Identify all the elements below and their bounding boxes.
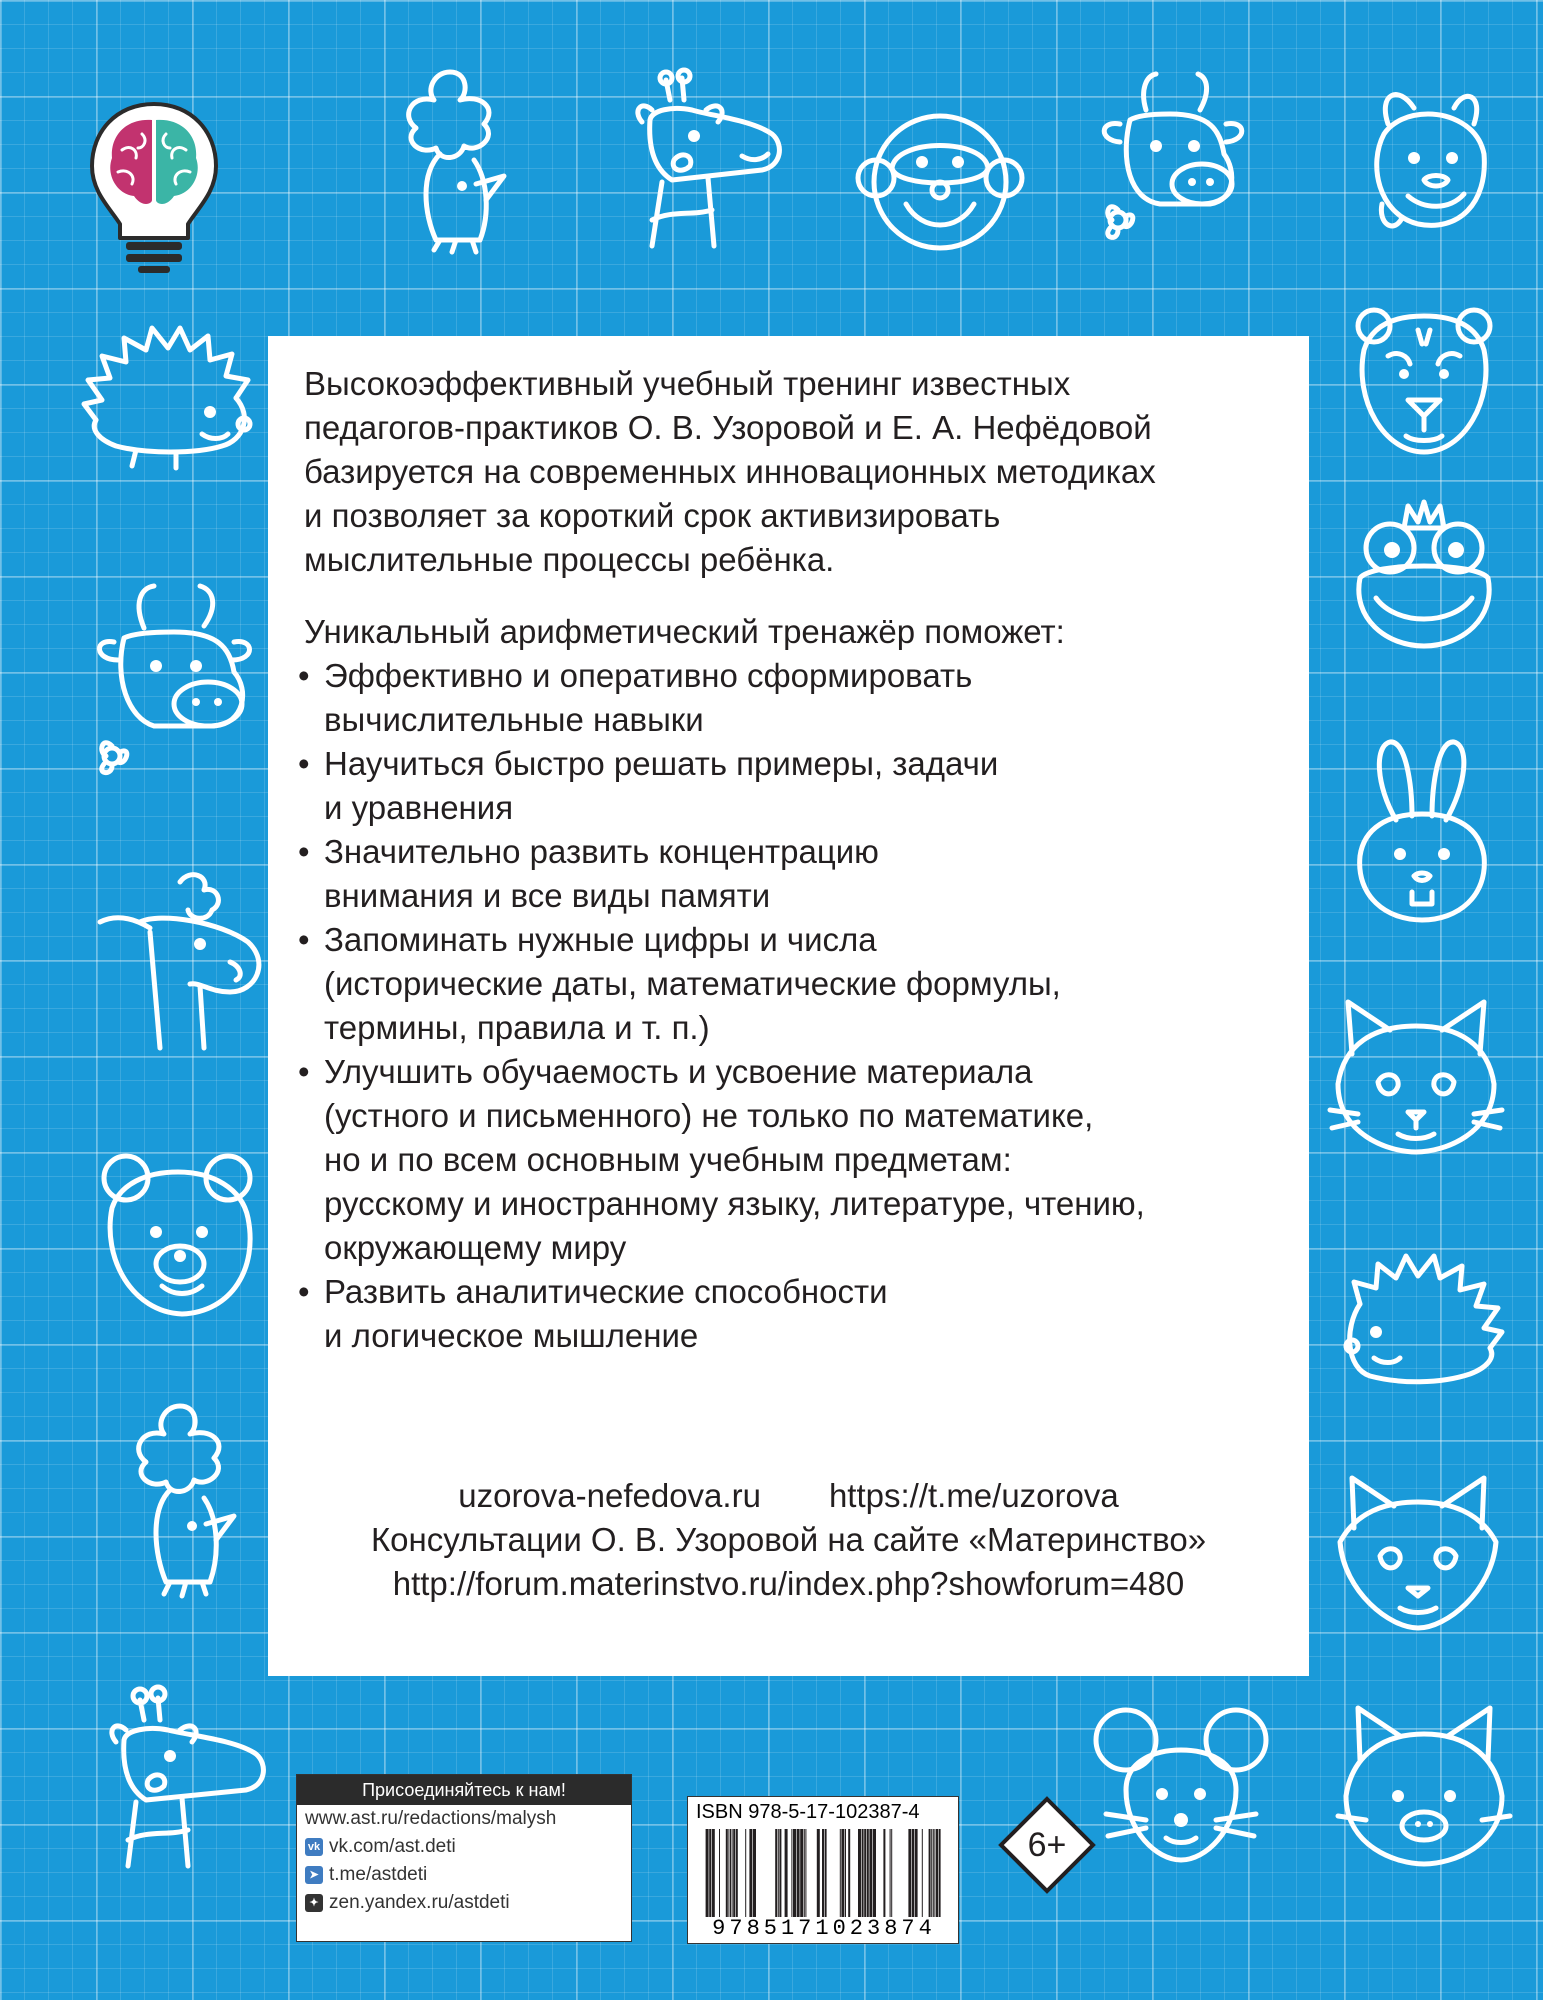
cat-doodle-bottom xyxy=(1336,1700,1512,1870)
tiger-doodle xyxy=(1348,300,1500,460)
forum-link[interactable]: http://forum.materinstvo.ru/index.php?showforum=480 xyxy=(392,1565,1185,1602)
intro-line: мыслительные процессы ребёнка. xyxy=(304,541,835,578)
social-row-vk[interactable] xyxy=(297,1833,631,1861)
barcode-bar xyxy=(719,1829,720,1917)
telegram-icon: ➤ xyxy=(305,1866,323,1884)
barcode-bar xyxy=(712,1829,715,1917)
barcode-digits: 9785171023874 xyxy=(712,1916,936,1941)
giraffe-doodle-bottom xyxy=(96,1680,276,1870)
barcode-bar xyxy=(912,1829,914,1917)
bullet-icon: • xyxy=(298,657,310,694)
list-item xyxy=(298,1270,1279,1358)
intro-line: базируется на современных инновационных методиках xyxy=(304,453,1156,490)
intro-paragraph xyxy=(298,362,1279,582)
barcode-bar xyxy=(793,1829,796,1917)
dog-doodle xyxy=(1358,84,1498,254)
barcode-bar xyxy=(931,1829,932,1917)
bear-doodle xyxy=(92,1148,262,1328)
barcode-bar xyxy=(726,1829,728,1917)
bullet-icon: • xyxy=(298,745,310,782)
social-heading: Присоединяйтесь к нам! xyxy=(297,1775,631,1805)
mouse-doodle xyxy=(1086,1700,1276,1870)
list-item xyxy=(298,1050,1279,1270)
isbn-barcode-box xyxy=(687,1796,959,1944)
list-item-line: (устного и письменного) не только по математике, xyxy=(324,1097,1094,1134)
barcode-bar xyxy=(825,1829,827,1917)
list-item-line: (исторические даты, математические формулы, xyxy=(324,965,1061,1002)
list-item-line: Значительно развить концентрацию xyxy=(324,833,879,870)
barcode-bar xyxy=(890,1829,891,1917)
barcode-bar xyxy=(778,1829,779,1917)
social-links-box xyxy=(296,1774,632,1942)
list-item xyxy=(298,918,1279,1050)
barcode-bar xyxy=(936,1829,938,1917)
list-item-line: вычислительные навыки xyxy=(324,701,704,738)
list-item-line: внимания и все виды памяти xyxy=(324,877,771,914)
barcode-bar xyxy=(805,1829,806,1917)
intro-line: педагогов-практиков О. В. Узоровой и Е. А. Нефёдовой xyxy=(304,409,1152,446)
author-links xyxy=(268,1474,1309,1606)
vk-link[interactable]: vk.com/ast.deti xyxy=(329,1836,456,1857)
giraffe-doodle xyxy=(622,70,792,250)
cow-doodle-left xyxy=(84,578,264,778)
barcode-bar xyxy=(706,1829,709,1917)
barcode-bar xyxy=(908,1829,911,1917)
barcode-bar xyxy=(797,1829,800,1917)
list-item-line: но и по всем основным учебным предметам: xyxy=(324,1141,1012,1178)
barcode-bar xyxy=(862,1829,864,1917)
barcode-bar xyxy=(709,1829,711,1917)
list-item-line: и уравнения xyxy=(324,789,514,826)
age-rating-badge xyxy=(998,1796,1096,1894)
list-item-line: Эффективно и оперативно сформировать xyxy=(324,657,973,694)
frog-prince-doodle xyxy=(1346,498,1502,652)
barcode-bar xyxy=(915,1829,918,1917)
brain-lightbulb-logo xyxy=(86,100,222,276)
barcode-bar xyxy=(745,1829,746,1917)
barcode-bar xyxy=(736,1829,738,1917)
site-link[interactable]: uzorova-nefedova.ru xyxy=(458,1477,761,1514)
list-item xyxy=(298,742,1279,830)
consult-text: Консультации О. В. Узоровой на сайте «Материнство» xyxy=(370,1521,1207,1558)
list-item-line: Научиться быстро решать примеры, задачи xyxy=(324,745,999,782)
monkey-doodle xyxy=(856,108,1024,258)
barcode-bar xyxy=(732,1829,733,1917)
benefits-list xyxy=(298,654,1279,1358)
bullet-icon: • xyxy=(298,1273,310,1310)
zen-icon: ✦ xyxy=(305,1894,323,1912)
zen-link[interactable]: zen.yandex.ru/astdeti xyxy=(329,1892,510,1913)
barcode-bar xyxy=(883,1829,885,1917)
barcode-bar xyxy=(848,1829,850,1917)
barcode-bar xyxy=(869,1829,872,1917)
cat-doodle xyxy=(1328,994,1504,1156)
barcode-icon xyxy=(702,1829,948,1917)
intro-line: Высокоэффективный учебный тренинг известных xyxy=(304,365,1071,402)
benefits-heading: Уникальный арифметический тренажёр поможет: xyxy=(304,613,1065,650)
barcode-bar xyxy=(730,1829,731,1917)
barcode-bar xyxy=(939,1829,941,1917)
rooster-doodle-left xyxy=(100,1398,260,1598)
website-link[interactable]: www.ast.ru/redactions/malysh xyxy=(305,1808,557,1829)
barcode-bar xyxy=(867,1829,869,1917)
barcode-bar xyxy=(822,1829,824,1917)
barcode-bar xyxy=(864,1829,866,1917)
fox-doodle xyxy=(1330,1472,1506,1632)
barcode-bar xyxy=(785,1829,788,1917)
barcode-bar xyxy=(933,1829,934,1917)
barcode-bar xyxy=(779,1829,781,1917)
cow-doodle xyxy=(1090,70,1254,250)
barcode-bar xyxy=(841,1829,844,1917)
telegram-channel-link[interactable]: t.me/astdeti xyxy=(329,1864,428,1885)
list-item-line: Запоминать нужные цифры и числа xyxy=(324,921,877,958)
vk-icon: vk xyxy=(305,1838,323,1856)
barcode-bar xyxy=(845,1829,846,1917)
list-item-line: термины, правила и т. п.) xyxy=(324,1009,710,1046)
list-item-line: Улучшить обучаемость и усвоение материала xyxy=(324,1053,1033,1090)
bullet-icon: • xyxy=(298,1053,310,1090)
list-item xyxy=(298,654,1279,742)
barcode-bar xyxy=(728,1829,729,1917)
barcode-bar xyxy=(800,1829,803,1917)
barcode-bar xyxy=(873,1829,876,1917)
barcode-bar xyxy=(733,1829,735,1917)
rabbit-doodle xyxy=(1346,736,1498,926)
description-panel xyxy=(268,336,1309,1676)
social-row-website[interactable] xyxy=(297,1805,631,1833)
hedgehog-doodle xyxy=(76,320,260,470)
isbn-label: ISBN 978-5-17-102387-4 xyxy=(696,1801,920,1823)
list-item-line: окружающему миру xyxy=(324,1229,627,1266)
list-item-line: и логическое мышление xyxy=(324,1317,699,1354)
barcode-bar xyxy=(934,1829,935,1917)
barcode-bar xyxy=(891,1829,892,1917)
barcode-bar xyxy=(775,1829,777,1917)
barcode-bar xyxy=(929,1829,931,1917)
list-item xyxy=(298,830,1279,918)
intro-line: и позволяет за короткий срок активизировать xyxy=(304,497,1001,534)
barcode-bar xyxy=(922,1829,923,1917)
barcode-bar xyxy=(840,1829,841,1917)
giraffe-doodle-left xyxy=(80,862,268,1052)
barcode-bar xyxy=(791,1829,792,1917)
list-item-line: Развить аналитические способности xyxy=(324,1273,888,1310)
barcode-bar xyxy=(749,1829,752,1917)
barcode-bar xyxy=(804,1829,805,1917)
social-row-telegram[interactable] xyxy=(297,1861,631,1889)
list-item-line: русскому и иностранному языку, литературе, чтению, xyxy=(324,1185,1145,1222)
age-rating-text: 6+ xyxy=(1027,1826,1067,1864)
bullet-icon: • xyxy=(298,833,310,870)
hedgehog-doodle-right xyxy=(1340,1248,1508,1398)
telegram-link[interactable]: https://t.me/uzorova xyxy=(828,1477,1119,1514)
barcode-bar xyxy=(858,1829,861,1917)
rooster-doodle xyxy=(380,64,520,254)
barcode-bar xyxy=(753,1829,756,1917)
social-row-zen[interactable] xyxy=(297,1889,631,1917)
bullet-icon: • xyxy=(298,921,310,958)
barcode-bar xyxy=(817,1829,820,1917)
